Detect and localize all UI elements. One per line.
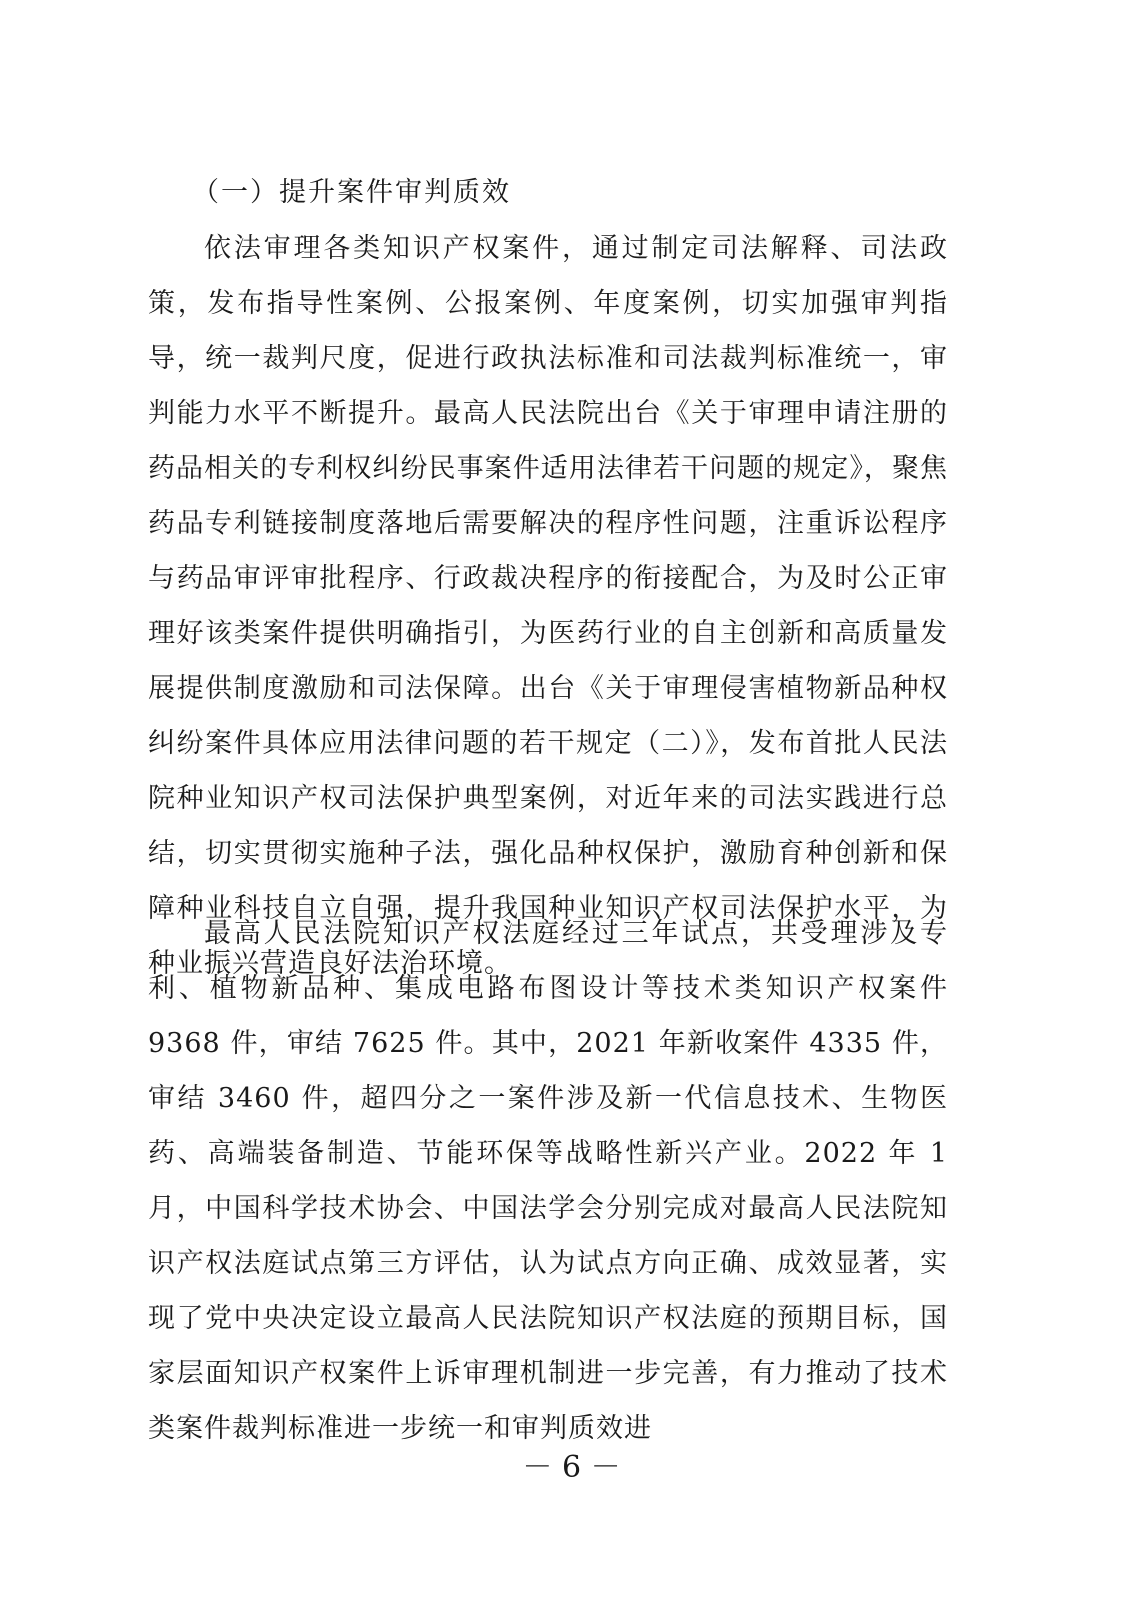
body-paragraph-2: 最高人民法院知识产权法庭经过三年试点，共受理涉及专利、植物新品种、集成电路布图设计等技术类知识产权案件 9368 件，审结 7625 件。其中，2021 年新收案件 4335 件，审结 3460 件，超四分之一案件涉及新一代信息技术、生物医药、高端装备制造、节能环保等战略性新兴产业。2022 年 1 月，中国科学技术协会、中国法学会分别完成对最高人民法院知识产权法庭试点第三方评估，认为试点方向正确、成效显著，实现了党中央决定设立最高人民法院知识产权法庭的预期目标，国家层面知识产权案件上诉审理机制进一步完善，有力推动了技术类案件裁判标准进一步统一和审判质效进 (148, 918, 948, 1444)
page-number: － 6 － (522, 1450, 621, 1485)
body-paragraph-1: 依法审理各类知识产权案件，通过制定司法解释、司法政策，发布指导性案例、公报案例、年度案例，切实加强审判指导，统一裁判尺度，促进行政执法标准和司法裁判标准统一，审判能力水平不断提升。最高人民法院出台《关于审理申请注册的药品相关的专利权纠纷民事案件适用法律若干问题的规定》，聚焦药品专利链接制度落地后需要解决的程序性问题，注重诉讼程序与药品审评审批程序、行政裁决程序的衔接配合，为及时公正审理好该类案件提供明确指引，为医药行业的自主创新和高质量发展提供制度激励和司法保障。出台《关于审理侵害植物新品种权纠纷案件具体应用法律问题的若干规定（二）》，发布首批人民法院种业知识产权司法保护典型案例，对近年来的司法实践进行总结，切实贯彻实施种子法，强化品种权保护，激励育种创新和保障种业科技自立自强，提升我国种业知识产权司法保护水平，为种业振兴营造良好法治环境。 (148, 233, 948, 979)
section-heading: （一）提升案件审判质效 (192, 177, 511, 208)
